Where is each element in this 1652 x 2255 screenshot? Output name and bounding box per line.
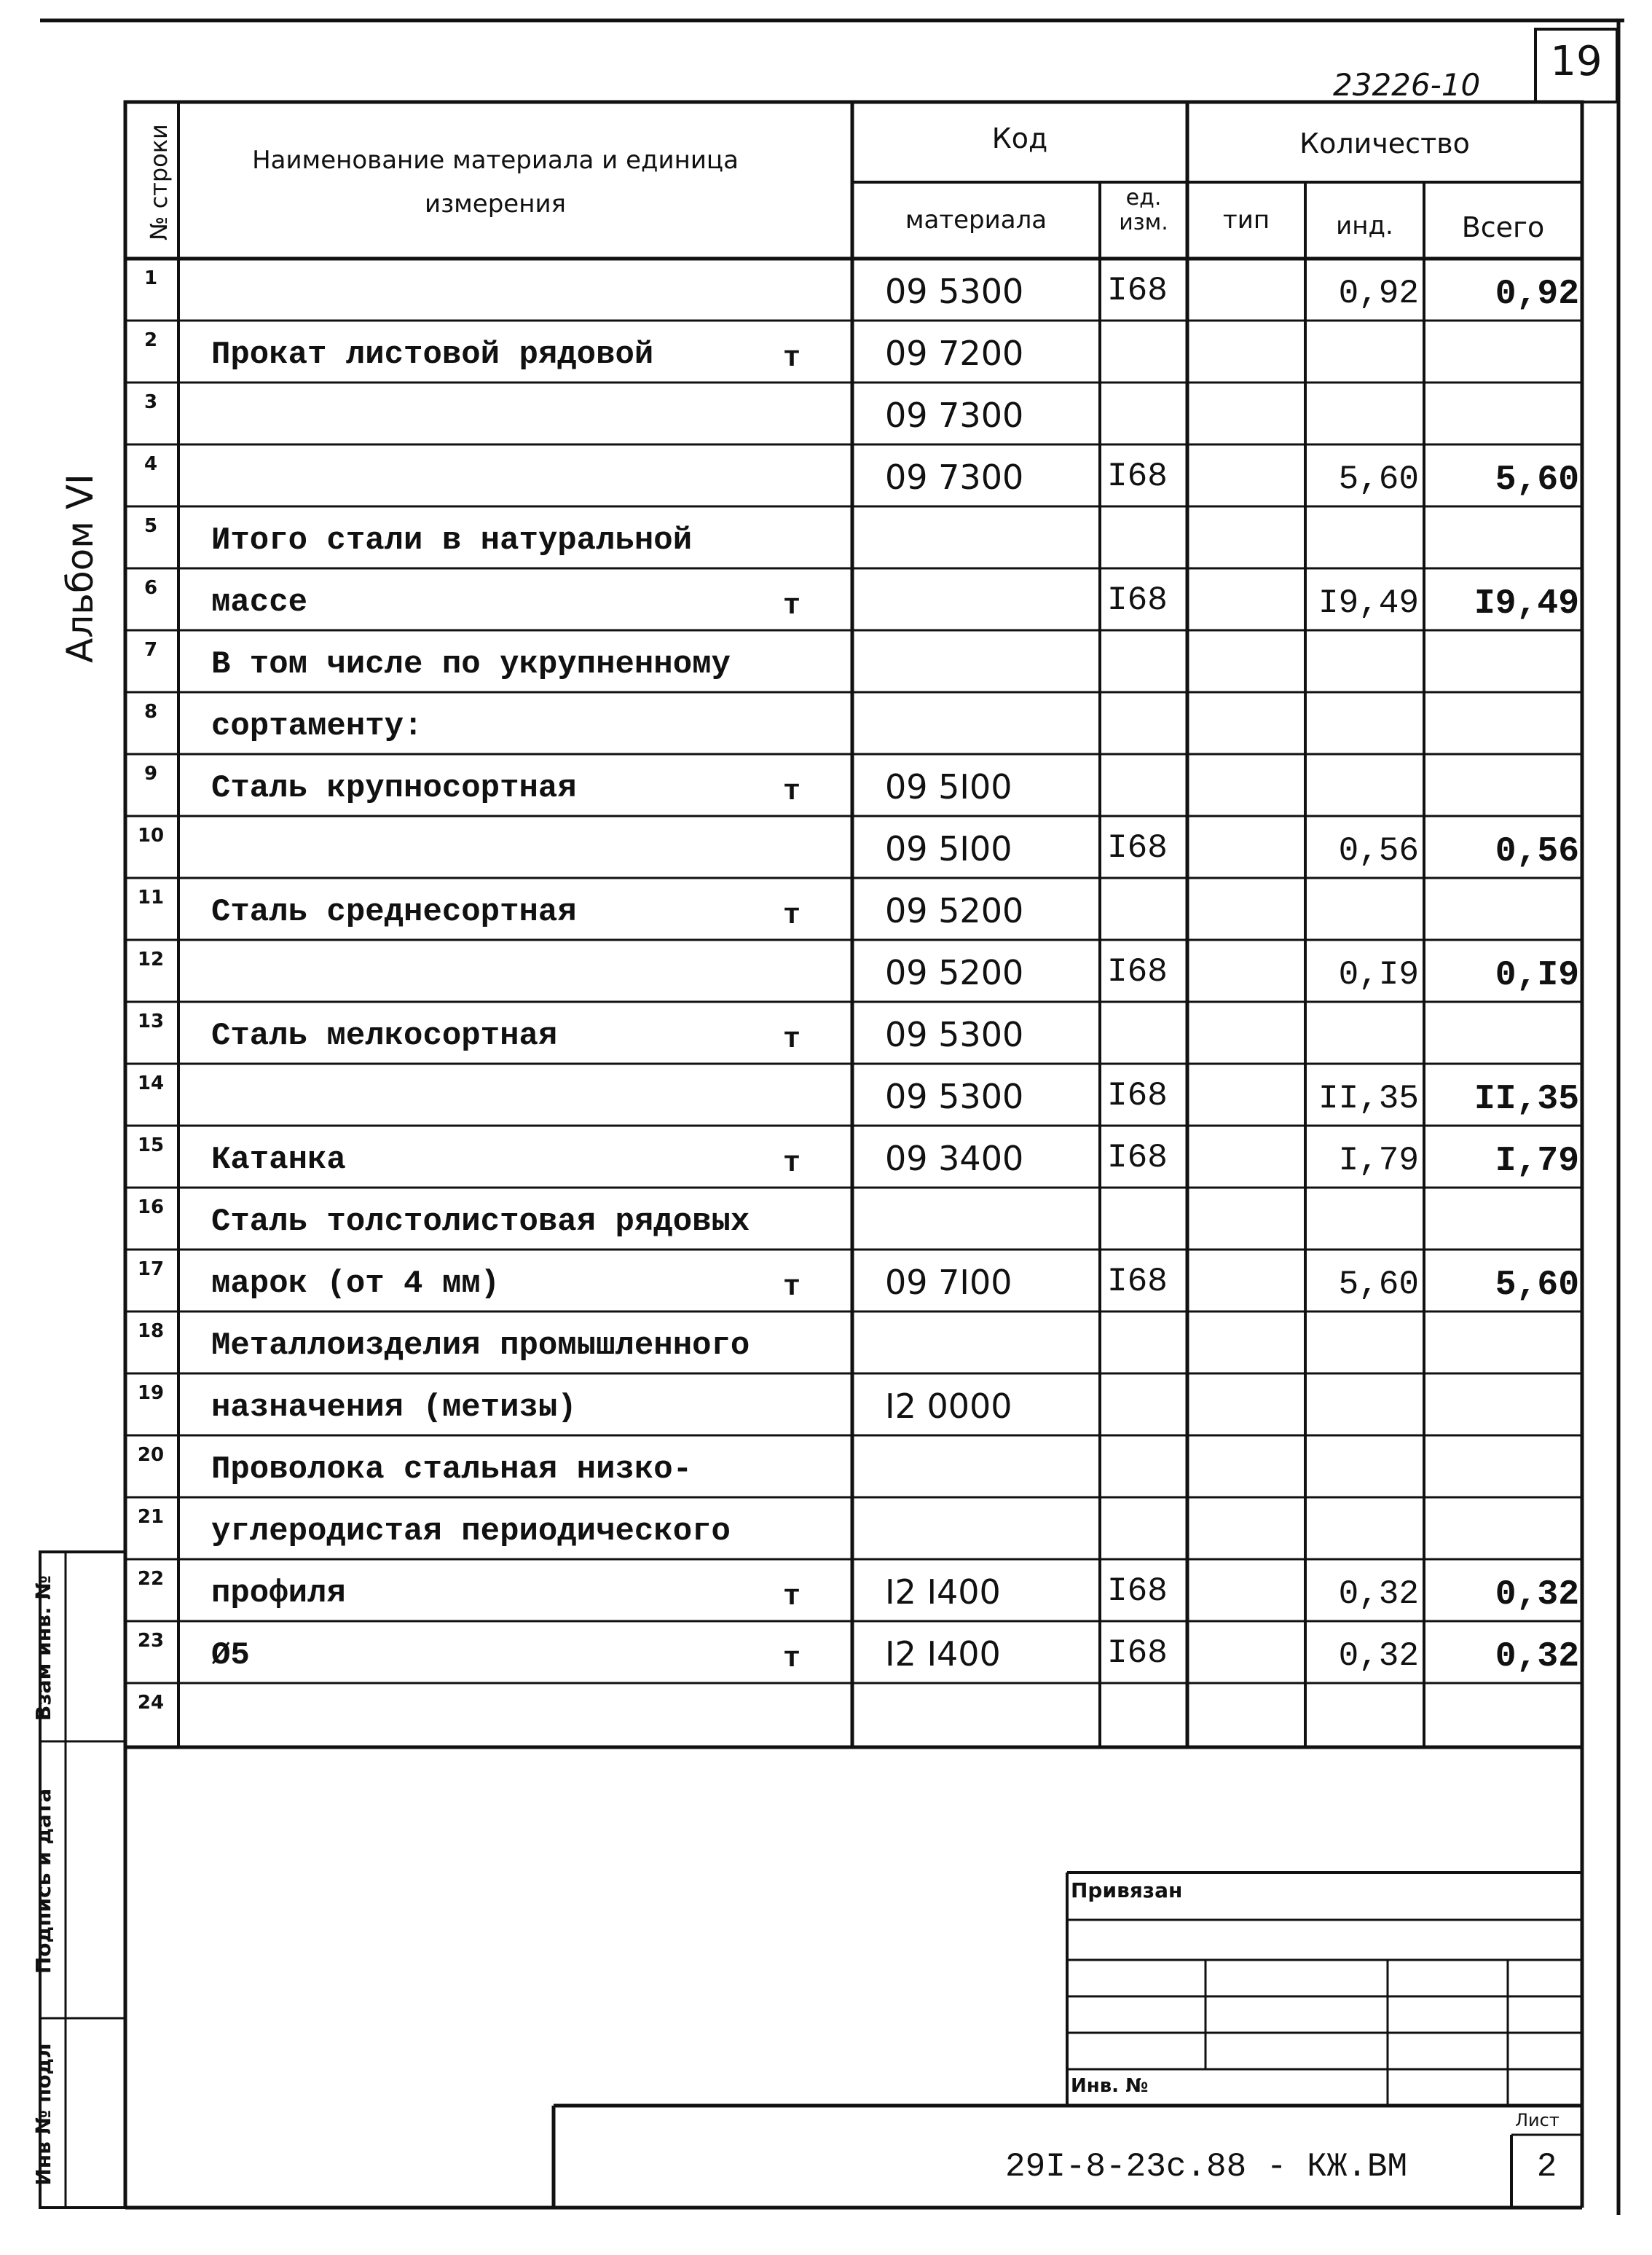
material-name: Сталь крупносортная <box>211 770 577 807</box>
row-number: 8 <box>143 701 158 723</box>
row-number: 22 <box>137 1568 165 1590</box>
material-unit: т <box>783 1643 801 1676</box>
material-name: Сталь толстолистовая рядовых <box>211 1204 750 1240</box>
quantity-total: 0,32 <box>1495 1637 1579 1676</box>
material-name: массе <box>211 584 308 621</box>
page-corner-number: 19 <box>1550 38 1602 85</box>
header-code-unit: ед. изм. <box>1119 185 1168 235</box>
material-code: 09 5200 <box>885 953 1024 992</box>
row-number: 5 <box>143 515 158 537</box>
row-number: 15 <box>137 1134 165 1156</box>
quantity-ind: 0,32 <box>1338 1575 1419 1613</box>
material-name: Металлоизделия промышленного <box>211 1327 750 1364</box>
quantity-ind: II,35 <box>1318 1080 1419 1118</box>
quantity-ind: I,79 <box>1338 1142 1419 1180</box>
material-name: Проволока стальная низко- <box>211 1451 693 1488</box>
material-name: назначения (метизы) <box>211 1389 577 1426</box>
quantity-ind: 5,60 <box>1338 460 1419 498</box>
row-number: 6 <box>143 577 158 599</box>
row-number: 1 <box>143 267 158 289</box>
quantity-total: 0,32 <box>1495 1575 1579 1615</box>
row-number: 20 <box>137 1444 165 1466</box>
quantity-ind: I9,49 <box>1318 584 1419 622</box>
row-number: 23 <box>137 1630 165 1652</box>
stamp-linked: Привязан <box>1071 1878 1183 1902</box>
material-name: В том числе по укрупненному <box>211 646 731 683</box>
quantity-ind: 0,I9 <box>1338 956 1419 994</box>
document-number: 23226-10 <box>1333 67 1481 103</box>
quantity-ind: 0,32 <box>1338 1637 1419 1675</box>
row-number: 24 <box>137 1692 165 1714</box>
row-number: 14 <box>137 1072 165 1094</box>
header-name: Наименование материала и единица измерения <box>252 146 739 219</box>
side-sign-date: Подпись и дата <box>31 1788 55 1974</box>
material-unit: т <box>783 1024 801 1056</box>
unit-code: I68 <box>1107 1572 1168 1610</box>
quantity-total: I9,49 <box>1474 584 1579 624</box>
material-code: 09 5I00 <box>885 767 1012 807</box>
row-number: 4 <box>143 453 158 475</box>
material-unit: т <box>783 342 801 375</box>
material-code: 09 5300 <box>885 1015 1024 1054</box>
row-number: 13 <box>137 1011 165 1032</box>
quantity-total: 0,56 <box>1495 832 1579 871</box>
material-code: 09 7I00 <box>885 1263 1012 1302</box>
material-name: Сталь среднесортная <box>211 894 577 930</box>
album-label: Альбом VI <box>59 474 101 663</box>
material-unit: т <box>783 1148 801 1180</box>
row-number: 21 <box>137 1506 165 1528</box>
row-number: 17 <box>137 1258 165 1280</box>
quantity-ind: 5,60 <box>1338 1266 1419 1303</box>
quantity-total: 0,I9 <box>1495 956 1579 995</box>
quantity-ind: 0,92 <box>1338 275 1419 313</box>
material-code: 09 5300 <box>885 272 1024 311</box>
row-number: 18 <box>137 1320 165 1342</box>
material-unit: т <box>783 1581 801 1614</box>
material-code: 09 3400 <box>885 1139 1024 1178</box>
material-name: Сталь мелкосортная <box>211 1018 558 1054</box>
header-quantity: Количество <box>1299 128 1470 160</box>
quantity-total: II,35 <box>1474 1080 1579 1119</box>
material-name: профиля <box>211 1575 346 1612</box>
quantity-total: 0,92 <box>1495 275 1579 314</box>
material-code: I2 I400 <box>885 1572 1001 1612</box>
unit-code: I68 <box>1107 1634 1168 1672</box>
header-code: Код <box>991 122 1048 154</box>
header-qty-type: тип <box>1222 205 1270 235</box>
material-unit: т <box>783 590 801 623</box>
unit-code: I68 <box>1107 829 1168 867</box>
row-number: 2 <box>143 329 158 351</box>
side-replace-inv: Взам инв. № <box>31 1575 55 1721</box>
unit-code: I68 <box>1107 272 1168 310</box>
unit-code: I68 <box>1107 1263 1168 1301</box>
material-code: 09 7300 <box>885 458 1024 497</box>
stamp-designation: 29I-8-23с.88 - КЖ.ВМ <box>1005 2148 1408 2186</box>
unit-code: I68 <box>1107 953 1168 991</box>
row-number: 10 <box>137 825 165 847</box>
header-row-no: № строки <box>145 124 173 240</box>
material-name: углеродистая периодического <box>211 1513 731 1550</box>
material-name: Ø5 <box>211 1637 250 1674</box>
material-code: I2 0000 <box>885 1387 1012 1426</box>
material-name: Прокат листовой рядовой <box>211 337 654 373</box>
side-inv-orig: Инв № подл <box>31 2043 55 2186</box>
material-code: 09 7300 <box>885 396 1024 435</box>
row-number: 9 <box>143 763 158 785</box>
material-unit: т <box>783 776 801 809</box>
material-code: 09 7200 <box>885 334 1024 373</box>
row-number: 19 <box>137 1382 165 1404</box>
row-number: 11 <box>137 887 165 909</box>
row-number: 12 <box>137 949 165 970</box>
material-name: марок (от 4 мм) <box>211 1266 500 1302</box>
material-name: сортаменту: <box>211 708 423 745</box>
quantity-total: I,79 <box>1495 1142 1579 1181</box>
quantity-total: 5,60 <box>1495 1266 1579 1305</box>
material-code: 09 5300 <box>885 1077 1024 1116</box>
material-code: 09 5200 <box>885 891 1024 930</box>
stamp-sheet-number: 2 <box>1536 2148 1557 2186</box>
stamp-inv-no: Инв. № <box>1071 2075 1149 2097</box>
quantity-total: 5,60 <box>1495 460 1579 500</box>
row-number: 3 <box>143 391 158 413</box>
material-name: Итого стали в натуральной <box>211 522 693 559</box>
row-number: 7 <box>143 639 158 661</box>
row-number: 16 <box>137 1196 165 1218</box>
header-qty-total: Всего <box>1461 211 1545 243</box>
unit-code: I68 <box>1107 581 1168 619</box>
header-qty-ind: инд. <box>1336 211 1393 240</box>
material-name: Катанка <box>211 1142 346 1178</box>
material-unit: т <box>783 900 801 933</box>
header-code-material: материала <box>905 205 1047 235</box>
material-code: I2 I400 <box>885 1634 1001 1674</box>
stamp-sheet-label: Лист <box>1515 2110 1559 2130</box>
unit-code: I68 <box>1107 1139 1168 1177</box>
quantity-ind: 0,56 <box>1338 832 1419 870</box>
unit-code: I68 <box>1107 1077 1168 1115</box>
material-unit: т <box>783 1271 801 1304</box>
material-code: 09 5I00 <box>885 829 1012 868</box>
unit-code: I68 <box>1107 458 1168 495</box>
